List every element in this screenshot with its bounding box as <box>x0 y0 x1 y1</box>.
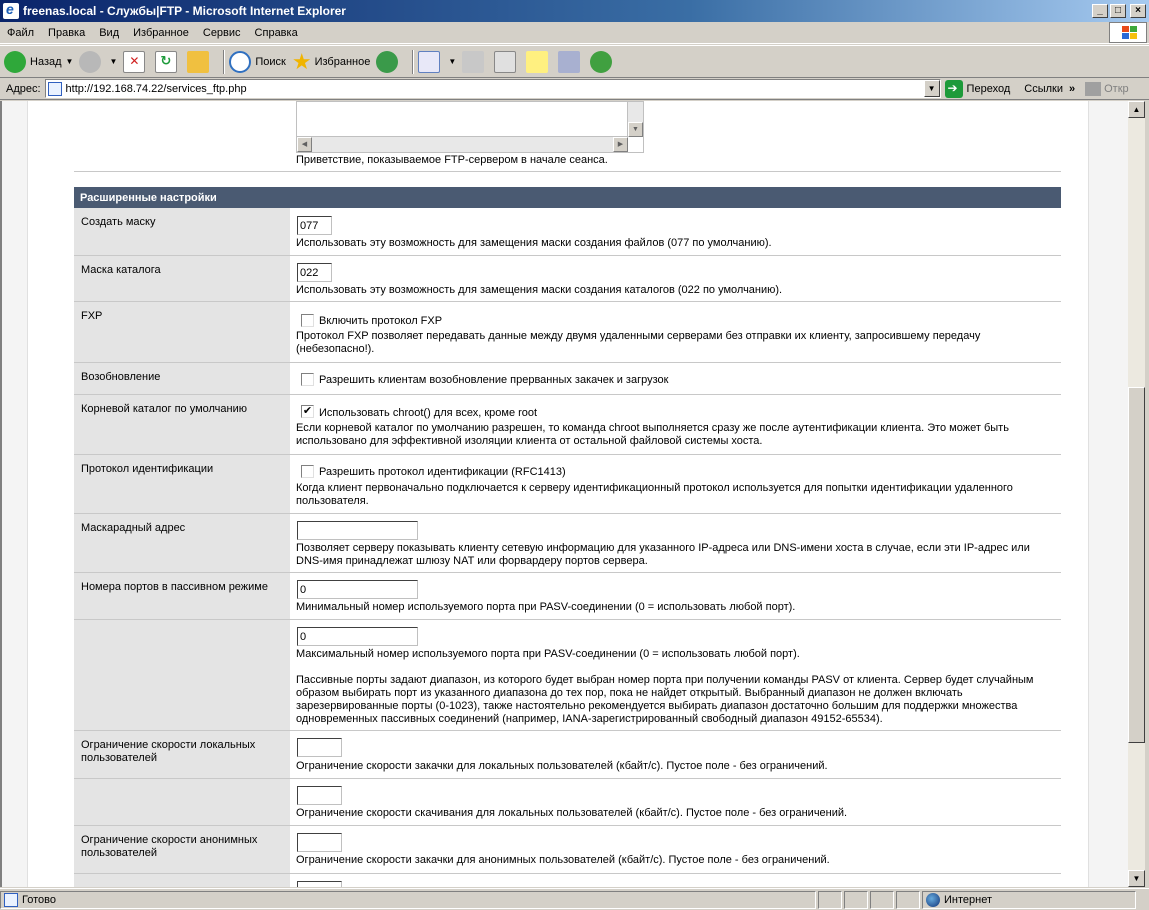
ie-icon <box>3 3 19 19</box>
greeting-description: Приветствие, показываемое FTP-сервером в начале сеанса. <box>296 154 608 166</box>
mail-button[interactable] <box>418 51 456 73</box>
local-rate-label: Ограничение скорости локальных пользователей <box>74 731 290 778</box>
printer-icon <box>462 51 484 73</box>
pasv-min-description: Минимальный номер используемого порта при PASV-соединении (0 = использовать любой порт). <box>296 601 796 613</box>
open-icon <box>1085 82 1101 96</box>
pasv-max-row <box>74 620 1061 731</box>
menu-tools[interactable]: Сервис <box>202 26 241 39</box>
ident-checkbox-label[interactable]: Разрешить протокол идентификации (RFC1413) <box>319 466 566 478</box>
status-pane <box>844 891 868 909</box>
go-button[interactable]: ➔ Переход <box>945 80 1011 98</box>
minimize-button[interactable]: _ <box>1092 4 1108 18</box>
ident-row <box>74 455 1061 514</box>
address-url: http://192.168.74.22/services_ftp.php <box>65 82 247 95</box>
next-row-input[interactable] <box>297 881 342 887</box>
toolbar <box>0 45 1149 78</box>
stop-button[interactable] <box>123 51 149 73</box>
resume-row <box>74 363 1061 395</box>
menu-help[interactable]: Справка <box>254 26 298 39</box>
home-icon <box>187 51 209 73</box>
local-rate-up-row <box>74 731 1061 779</box>
next-row-label-cell <box>74 874 290 887</box>
next-row-partial <box>74 874 1061 887</box>
pasv-min-row <box>74 573 1061 620</box>
anon-upload-rate-description: Ограничение скорости закачки для анонимных пользователей (кбайт/с). Пустое поле - без ограничений. <box>296 854 830 866</box>
print-button[interactable] <box>462 51 488 73</box>
search-button[interactable]: Поиск <box>229 51 285 73</box>
research-icon <box>558 51 580 73</box>
scroll-down-icon[interactable]: ▼ <box>628 122 643 137</box>
messenger-icon <box>590 51 612 73</box>
umask-row <box>74 208 1061 256</box>
chevron-down-icon[interactable]: ▼ <box>448 57 457 66</box>
maximize-button[interactable]: □ <box>1110 4 1126 18</box>
pasv-max-description: Максимальный номер используемого порта при PASV-соединении (0 = использовать любой порт). <box>296 648 800 660</box>
search-icon <box>229 51 251 73</box>
pasv-max-label-cell <box>74 620 290 730</box>
chevron-down-icon[interactable]: ▼ <box>109 57 118 66</box>
chroot-description: Если корневой каталог по умолчанию разрешен, то команда chroot выполняется сразу же после аутентификации клиента. Это может быть использовано для эффективной изоляции клиента от остальной файловой системы хоста. <box>296 422 1009 447</box>
fxp-label: FXP <box>74 302 290 362</box>
page-viewport <box>0 101 1128 887</box>
edit-icon <box>494 51 516 73</box>
stop-icon: ✕ <box>123 51 145 73</box>
discuss-button[interactable] <box>526 51 552 73</box>
edit-button[interactable] <box>494 51 520 73</box>
back-arrow-icon <box>4 51 26 73</box>
star-icon: ★ <box>291 48 312 74</box>
close-button[interactable]: × <box>1130 4 1146 18</box>
status-main-pane <box>0 891 816 909</box>
window-title: freenas.local - Службы|FTP - Microsoft Internet Explorer <box>23 4 346 18</box>
ident-description: Когда клиент первоначально подключается к серверу идентификационный протокол используется для попытки идентификации удаленного пользователя. <box>296 482 1013 507</box>
address-input[interactable] <box>45 79 941 98</box>
scroll-right-icon[interactable]: ▶ <box>613 137 628 152</box>
divider <box>74 171 1061 172</box>
resume-checkbox[interactable] <box>301 373 314 386</box>
local-rate-down-label-cell <box>74 779 290 825</box>
toolbar-separator <box>412 50 414 74</box>
masquerade-input[interactable] <box>297 521 418 540</box>
page-done-icon <box>4 893 18 907</box>
dirmask-row <box>74 256 1061 302</box>
address-label: Адрес: <box>6 82 41 95</box>
left-margin <box>2 101 28 887</box>
history-icon <box>376 51 398 73</box>
chroot-row <box>74 395 1061 455</box>
scroll-thumb[interactable] <box>1128 387 1145 743</box>
resume-label: Возобновление <box>74 363 290 394</box>
page-vscrollbar[interactable] <box>1128 101 1145 887</box>
advanced-settings-header: Расширенные настройки <box>74 187 1061 208</box>
favorites-button[interactable]: ★ Избранное <box>291 48 371 74</box>
open-button[interactable]: Откр <box>1085 82 1129 96</box>
textarea-vscrollbar[interactable] <box>627 102 643 137</box>
scroll-down-icon[interactable]: ▼ <box>1128 870 1145 887</box>
ident-label: Протокол идентификации <box>74 455 290 513</box>
note-icon <box>526 51 548 73</box>
chroot-label: Корневой каталог по умолчанию <box>74 395 290 454</box>
more-links-button[interactable]: » <box>1068 82 1076 95</box>
fxp-checkbox[interactable] <box>301 314 314 327</box>
refresh-icon: ↻ <box>155 51 177 73</box>
scroll-up-icon[interactable]: ▲ <box>1128 101 1145 118</box>
masquerade-row <box>74 514 1061 573</box>
status-pane <box>896 891 920 909</box>
umask-description: Использовать эту возможность для замещения маски создания файлов (077 по умолчанию). <box>296 237 772 249</box>
menu-file[interactable]: Файл <box>7 26 35 39</box>
windows-logo-icon <box>1109 22 1147 43</box>
chevron-down-icon[interactable]: ▼ <box>65 57 74 66</box>
local-download-rate-description: Ограничение скорости скачивания для локальных пользователей (кбайт/с). Пустое поле - без ограничений. <box>296 807 848 819</box>
status-zone: Интернет <box>944 893 992 906</box>
page-icon <box>48 82 62 96</box>
menu-view[interactable]: Вид <box>99 26 120 39</box>
local-upload-rate-description: Ограничение скорости закачки для локальных пользователей (кбайт/с). Пустое поле - без ограничений. <box>296 760 828 772</box>
chroot-checkbox-label[interactable]: Использовать chroot() для всех, кроме root <box>319 407 538 419</box>
globe-icon <box>926 893 940 907</box>
umask-input[interactable] <box>297 216 332 235</box>
address-bar <box>0 78 1149 100</box>
masquerade-label: Маскарадный адрес <box>74 514 290 572</box>
textarea-hscrollbar[interactable] <box>297 136 628 152</box>
anon-rate-label: Ограничение скорости анонимных пользователей <box>74 826 290 873</box>
ident-checkbox[interactable] <box>301 465 314 478</box>
home-button[interactable] <box>187 51 213 73</box>
fxp-row <box>74 302 1061 363</box>
pasv-range-description: Пассивные порты задают диапазон, из которого будет выбран номер порта при получении команды PASV от клиента. Сервер будет случайным образом выбирать порт из указанного диапазона до тех пор, пока не найдет открытый. Выбранный диапазон не должен включать зарезервированные порты (0-1023), также настоятельно рекомендуется выбирать диапазон достаточно большим для поддержки множества одновременных пассивных соединений (например, IANA-зарегистрированный свободный диапазон 49152-65534). <box>296 674 1034 725</box>
refresh-button[interactable] <box>155 51 181 73</box>
masquerade-description: Позволяет серверу показывать клиенту сетевую информацию для указанного IP-адреса или DNS-имени хоста в случае, если эти IP-адрес или DNS-имя принадлежат шлюзу NAT или форвардеру портов сервера. <box>296 542 1030 567</box>
menu-edit[interactable]: Правка <box>48 26 86 39</box>
anon-rate-up-row <box>74 826 1061 874</box>
status-text: Готово <box>22 893 56 906</box>
menu-bar <box>0 22 1149 44</box>
go-arrow-icon <box>945 80 963 98</box>
status-pane <box>870 891 894 909</box>
dirmask-label: Маска каталога <box>74 256 290 301</box>
local-upload-rate-input[interactable] <box>297 738 342 757</box>
anon-upload-rate-input[interactable] <box>297 833 342 852</box>
right-margin <box>1088 101 1128 887</box>
address-dropdown-button[interactable]: ▼ <box>924 80 940 97</box>
local-download-rate-input[interactable] <box>297 786 342 805</box>
forward-arrow-icon <box>79 51 101 73</box>
menu-favorites[interactable]: Избранное <box>133 26 189 39</box>
pasv-min-input[interactable] <box>297 580 418 599</box>
dirmask-description: Использовать эту возможность для замещения маски создания каталогов (022 по умолчанию). <box>296 284 783 296</box>
mail-icon <box>418 51 440 73</box>
messenger-button[interactable] <box>590 51 616 73</box>
resume-checkbox-label[interactable]: Разрешить клиентам возобновление прерванных закачек и загрузок <box>319 374 669 386</box>
pasv-max-input[interactable] <box>297 627 418 646</box>
research-button[interactable] <box>558 51 584 73</box>
umask-label: Создать маску <box>74 208 290 255</box>
greeting-textarea[interactable] <box>296 101 644 153</box>
status-bar <box>0 888 1149 910</box>
pasv-label: Номера портов в пассивном режиме <box>74 573 290 619</box>
chroot-checkbox[interactable]: ✔ <box>302 405 313 417</box>
fxp-description: Протокол FXP позволяет передавать данные между двумя удаленными серверами без отправки их клиенту, запросившему передачу (небезопасно!). <box>296 330 981 355</box>
status-zone-pane <box>922 891 1136 909</box>
title-bar <box>0 0 1149 22</box>
back-button[interactable]: Назад ▼ <box>4 51 73 73</box>
status-pane <box>818 891 842 909</box>
history-button[interactable] <box>376 51 402 73</box>
local-rate-down-row <box>74 779 1061 826</box>
forward-button[interactable] <box>79 51 117 73</box>
scroll-left-icon[interactable]: ◀ <box>297 137 312 152</box>
toolbar-separator <box>223 50 225 74</box>
dirmask-input[interactable] <box>297 263 332 282</box>
fxp-checkbox-label[interactable]: Включить протокол FXP <box>319 315 443 327</box>
links-button[interactable]: Ссылки <box>1024 82 1063 95</box>
